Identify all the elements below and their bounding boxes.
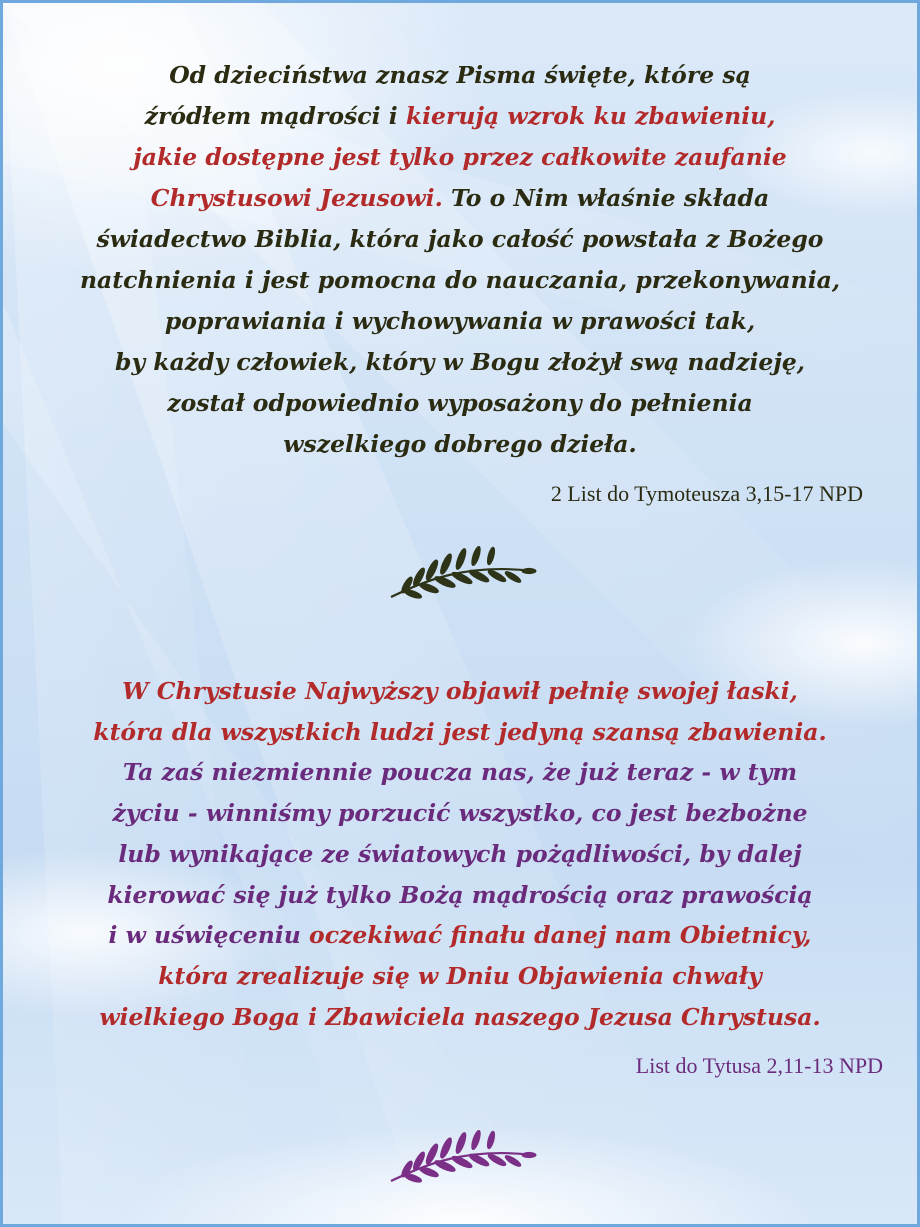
verse-line — [3, 301, 917, 342]
laurel-branch-icon — [385, 541, 539, 603]
verse-line — [3, 96, 917, 137]
verse-segment: i w uświęceniu — [108, 921, 310, 950]
verse-2-text — [3, 671, 917, 1037]
verse-segment: W Chrystusie Najwyższy objawił pełnię swojej łaski, — [122, 677, 798, 705]
verse-segment: wielkiego Boga i Zbawiciela naszego Jezusa Chrystusa. — [99, 1002, 821, 1031]
verse-segment: To o Nim właśnie składa — [442, 184, 770, 212]
verse-line — [3, 671, 917, 712]
verse-line — [3, 260, 917, 301]
verse-segment: oczekiwać finału danej nam Obietnicy, — [309, 921, 812, 950]
verse-segment: by każdy człowiek, który w Bogu złożył swą nadzieję, — [115, 348, 805, 376]
verse-segment: jakie dostępne jest tylko przez całkowite zaufanie — [133, 143, 787, 171]
verse-1-reference: 2 List do Tymoteusza 3,15-17 NPD — [550, 481, 863, 506]
verse-line — [3, 342, 917, 383]
verse-line — [3, 55, 917, 96]
verse-line — [3, 219, 917, 260]
verse-line — [3, 997, 917, 1038]
verse-line — [3, 178, 917, 219]
verse-segment: źródłem mądrości i — [144, 102, 406, 130]
verse-line — [3, 383, 917, 424]
verse-line — [3, 956, 917, 997]
verse-line — [3, 793, 917, 834]
verse-line — [3, 712, 917, 753]
laurel-branch-icon — [385, 1125, 539, 1187]
verse-segment: świadectwo Biblia, która jako całość powstała z Bożego — [96, 225, 824, 253]
verse-line — [3, 137, 917, 178]
verse-segment: natchnienia i jest pomocna do nauczania, przekonywania, — [79, 266, 841, 294]
verse-segment: został odpowiednio wyposażony do pełnienia — [167, 389, 753, 417]
verse-segment: Ta zaś niezmiennie poucza nas, że już teraz - w tym — [122, 758, 798, 787]
verse-segment: Chrystusowi Jezusowi. — [150, 184, 443, 212]
verse-line — [3, 834, 917, 875]
verse-line — [3, 752, 917, 793]
verse-2-reference: List do Tytusa 2,11-13 NPD — [635, 1053, 883, 1078]
verse-segment: Od dzieciństwa znasz Pisma święte, które są — [169, 61, 751, 89]
verse-segment: która dla wszystkich ludzi jest jedyną szansą zbawienia. — [93, 717, 827, 746]
verse-line — [3, 424, 917, 465]
verse-line — [3, 915, 917, 956]
verse-segment: życiu - winniśmy porzucić wszystko, co jest bezbożne — [112, 799, 808, 828]
verse-1-text — [3, 55, 917, 465]
verse-segment: poprawiania i wychowywania w prawości tak, — [164, 307, 756, 335]
verse-segment: wszelkiego dobrego dzieła. — [283, 430, 637, 458]
verse-segment: lub wynikające ze światowych pożądliwości, by dalej — [118, 839, 802, 868]
verse-segment: kierują wzrok ku zbawieniu, — [405, 102, 776, 130]
verse-line — [3, 875, 917, 916]
verse-segment: która zrealizuje się w Dniu Objawienia chwały — [158, 961, 762, 990]
verse-segment: kierować się już tylko Bożą mądrością oraz prawością — [107, 880, 813, 909]
